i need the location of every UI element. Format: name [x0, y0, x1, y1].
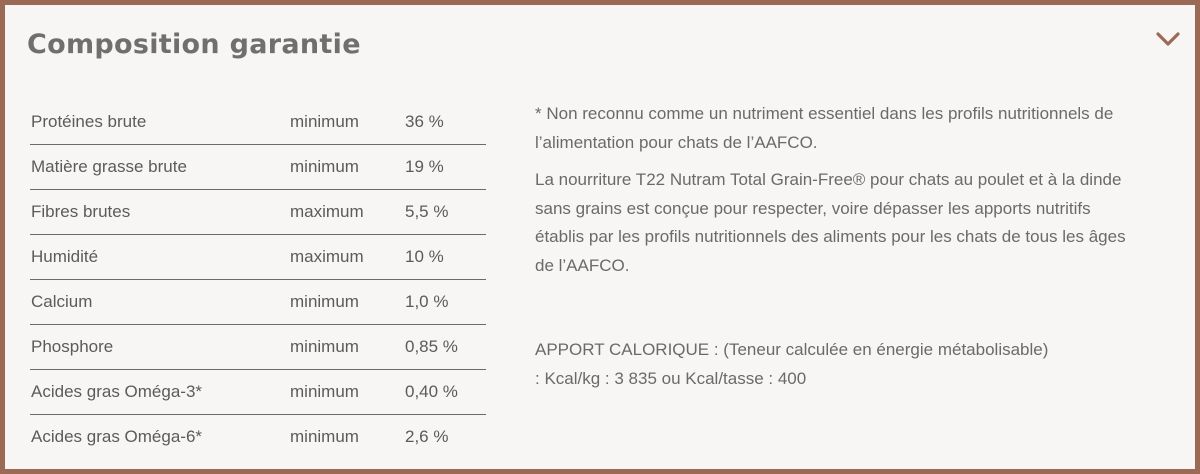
- nutrient-name: Humidité: [31, 247, 99, 266]
- table-row: [30, 325, 486, 370]
- nutrient-name: Calcium: [31, 292, 93, 311]
- chevron-down-icon[interactable]: [1155, 29, 1181, 49]
- nutrient-value: 19 %: [405, 157, 444, 176]
- table-row: [30, 235, 486, 280]
- nutrient-qualifier: maximum: [290, 202, 364, 221]
- notes-column: [535, 100, 1135, 393]
- aafco-statement: La nourriture T22 Nutram Total Grain-Free® pour chats au poulet et à la dinde sans grains est conçue pour respecter, voire dépasser les apports nutritifs établis par les profils nutritionnels des aliments pour les chats de tous les âges de l’AAFCO.: [535, 170, 1126, 275]
- nutrient-qualifier: minimum: [290, 337, 359, 356]
- calorie-heading: APPORT CALORIQUE : (Teneur calculée en énergie métabolisable): [535, 340, 1049, 359]
- aafco-footnote: * Non reconnu comme un nutriment essentiel dans les profils nutritionnels de l’alimentation pour chats de l’AAFCO.: [535, 104, 1114, 152]
- nutrient-qualifier: minimum: [290, 112, 359, 131]
- nutrient-qualifier: minimum: [290, 292, 359, 311]
- table-row: [30, 370, 486, 415]
- nutrient-name: Acides gras Oméga-3*: [31, 382, 203, 401]
- nutrient-value: 0,40 %: [405, 382, 458, 401]
- table-row: [30, 100, 486, 145]
- analysis-table: [30, 100, 486, 460]
- nutrient-qualifier: minimum: [290, 427, 359, 446]
- nutrient-qualifier: maximum: [290, 247, 364, 266]
- nutrient-name: Acides gras Oméga-6*: [31, 427, 203, 446]
- table-row: [30, 415, 486, 460]
- table-row: [30, 280, 486, 325]
- calorie-values: : Kcal/kg : 3 835 ou Kcal/tasse : 400: [535, 368, 807, 388]
- nutrient-value: 1,0 %: [405, 292, 449, 311]
- table-row: [30, 145, 486, 190]
- table-row: [30, 190, 486, 235]
- nutrient-name: Phosphore: [31, 337, 114, 356]
- nutrient-qualifier: minimum: [290, 382, 359, 401]
- nutrient-name: Protéines brute: [31, 112, 147, 131]
- nutrient-qualifier: minimum: [290, 157, 359, 176]
- nutrient-value: 10 %: [405, 247, 444, 266]
- nutrient-value: 2,6 %: [405, 427, 449, 446]
- nutrient-value: 0,85 %: [405, 337, 458, 356]
- nutrient-name: Matière grasse brute: [31, 157, 187, 176]
- nutrient-name: Fibres brutes: [31, 202, 131, 221]
- section-title: Composition garantie: [27, 29, 361, 60]
- nutrient-value: 36 %: [405, 112, 444, 131]
- nutrient-value: 5,5 %: [405, 202, 449, 221]
